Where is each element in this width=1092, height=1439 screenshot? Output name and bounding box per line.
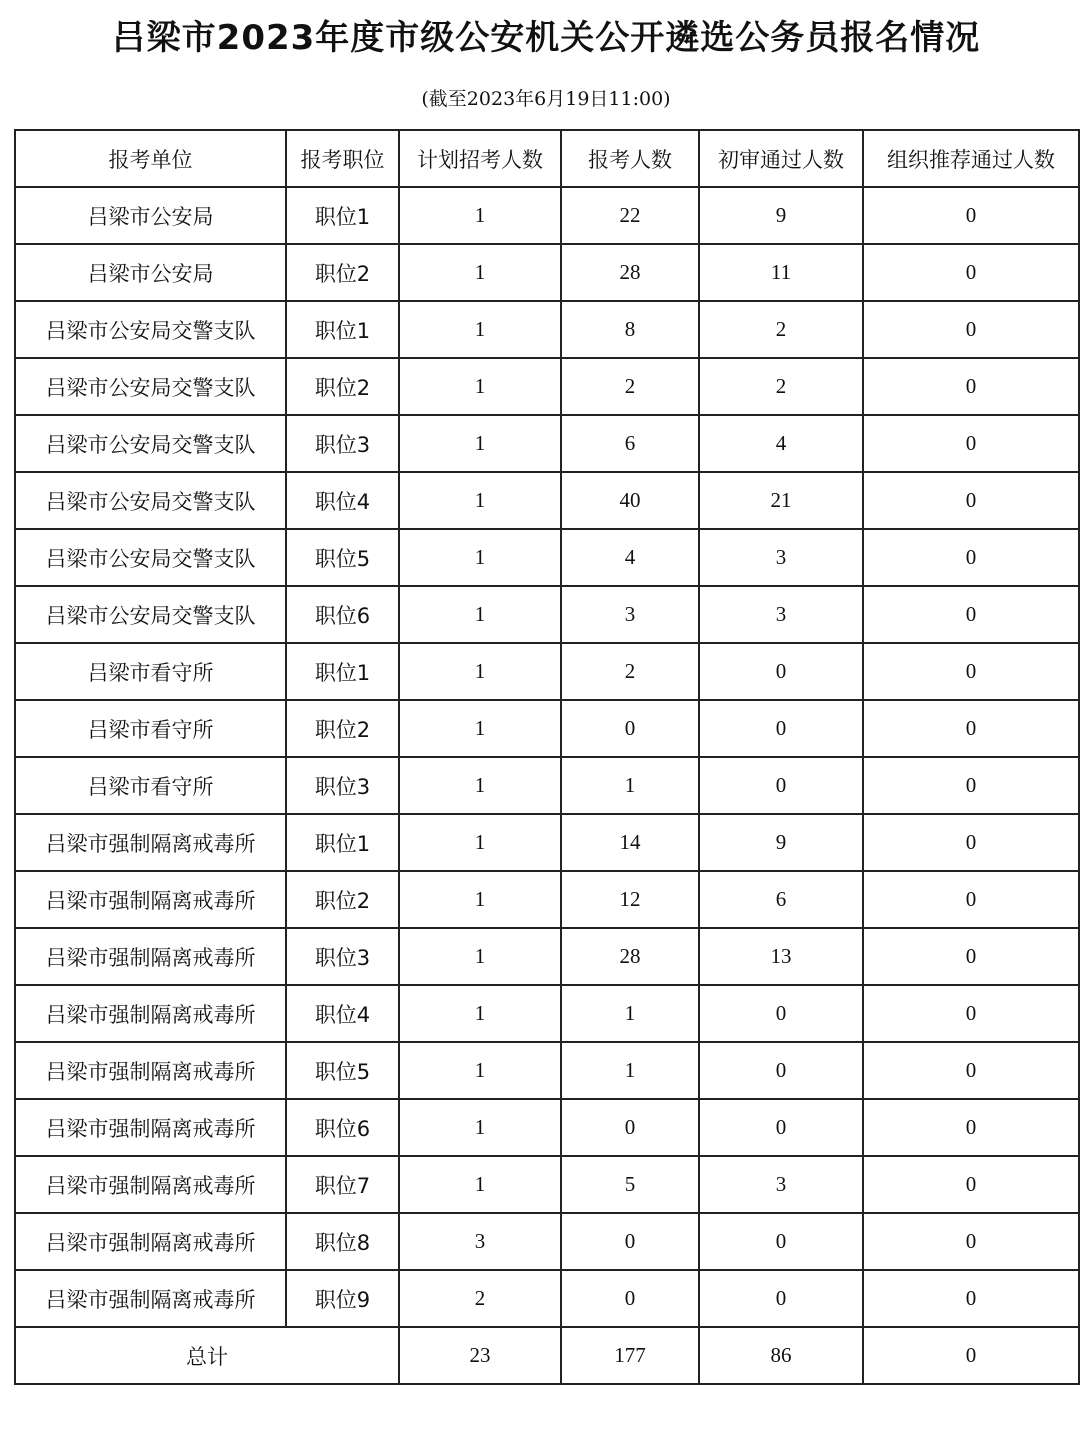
cell-passed-review: 0 [699, 1270, 863, 1327]
cell-applicants: 6 [561, 415, 699, 472]
cell-planned: 1 [399, 415, 561, 472]
table-row [15, 757, 1079, 814]
cell-passed-review: 3 [699, 529, 863, 586]
cell-applicants: 4 [561, 529, 699, 586]
table-row [15, 187, 1079, 244]
cell-position: 职位8 [286, 1213, 399, 1270]
cell-passed-review: 0 [699, 757, 863, 814]
cell-planned: 3 [399, 1213, 561, 1270]
cell-applicants: 28 [561, 244, 699, 301]
cell-passed-review: 0 [699, 985, 863, 1042]
cell-applicants: 3 [561, 586, 699, 643]
table-row [15, 1156, 1079, 1213]
cell-passed-review: 6 [699, 871, 863, 928]
cell-applicants: 1 [561, 1042, 699, 1099]
cell-unit: 吕梁市强制隔离戒毒所 [15, 871, 286, 928]
table-row [15, 529, 1079, 586]
table-row [15, 472, 1079, 529]
cell-position: 职位9 [286, 1270, 399, 1327]
cell-unit: 吕梁市强制隔离戒毒所 [15, 985, 286, 1042]
cell-recommended: 0 [863, 301, 1079, 358]
cell-unit: 吕梁市公安局交警支队 [15, 301, 286, 358]
table-row [15, 1099, 1079, 1156]
cell-recommended: 0 [863, 187, 1079, 244]
table-row [15, 1270, 1079, 1327]
cell-unit: 吕梁市看守所 [15, 643, 286, 700]
cell-passed-review: 4 [699, 415, 863, 472]
table-row [15, 928, 1079, 985]
cell-planned: 1 [399, 187, 561, 244]
cell-planned: 1 [399, 1156, 561, 1213]
cell-recommended: 0 [863, 757, 1079, 814]
cell-position: 职位5 [286, 1042, 399, 1099]
cell-recommended: 0 [863, 244, 1079, 301]
cell-recommended: 0 [863, 1213, 1079, 1270]
cell-recommended: 0 [863, 415, 1079, 472]
cell-unit: 吕梁市强制隔离戒毒所 [15, 928, 286, 985]
cell-position: 职位2 [286, 871, 399, 928]
cell-applicants: 0 [561, 1270, 699, 1327]
cell-recommended: 0 [863, 586, 1079, 643]
cell-passed-review: 0 [699, 1099, 863, 1156]
cell-applicants: 14 [561, 814, 699, 871]
cell-planned: 1 [399, 928, 561, 985]
cell-recommended: 0 [863, 643, 1079, 700]
table-body [15, 187, 1079, 1327]
cell-planned: 1 [399, 871, 561, 928]
cell-planned: 1 [399, 985, 561, 1042]
header-applicants: 报考人数 [561, 130, 699, 187]
cell-unit: 吕梁市公安局 [15, 187, 286, 244]
table-row [15, 871, 1079, 928]
cell-recommended: 0 [863, 529, 1079, 586]
cell-position: 职位6 [286, 1099, 399, 1156]
cell-position: 职位1 [286, 643, 399, 700]
cell-passed-review: 9 [699, 814, 863, 871]
cell-planned: 1 [399, 244, 561, 301]
cell-unit: 吕梁市强制隔离戒毒所 [15, 814, 286, 871]
table-row [15, 1213, 1079, 1270]
cell-unit: 吕梁市公安局交警支队 [15, 529, 286, 586]
table-row [15, 985, 1079, 1042]
cutoff-time-note: (截至2023年6月19日11:00) [421, 88, 671, 110]
cell-passed-review: 21 [699, 472, 863, 529]
cell-recommended: 0 [863, 871, 1079, 928]
cell-recommended: 0 [863, 928, 1079, 985]
table-row [15, 643, 1079, 700]
total-passed-review: 86 [699, 1327, 863, 1384]
cell-applicants: 40 [561, 472, 699, 529]
cell-planned: 1 [399, 1099, 561, 1156]
header-planned: 计划招考人数 [399, 130, 561, 187]
cell-position: 职位6 [286, 586, 399, 643]
table-row [15, 244, 1079, 301]
total-row [15, 1327, 1079, 1384]
table-row [15, 1042, 1079, 1099]
cell-passed-review: 3 [699, 1156, 863, 1213]
total-recommended: 0 [863, 1327, 1079, 1384]
table-row [15, 415, 1079, 472]
cell-applicants: 8 [561, 301, 699, 358]
cell-unit: 吕梁市强制隔离戒毒所 [15, 1042, 286, 1099]
table-row [15, 700, 1079, 757]
cell-position: 职位2 [286, 700, 399, 757]
cell-position: 职位2 [286, 358, 399, 415]
cell-recommended: 0 [863, 358, 1079, 415]
cell-passed-review: 11 [699, 244, 863, 301]
cell-unit: 吕梁市公安局交警支队 [15, 415, 286, 472]
cell-applicants: 0 [561, 1213, 699, 1270]
cell-planned: 1 [399, 757, 561, 814]
cell-applicants: 0 [561, 700, 699, 757]
cell-planned: 1 [399, 814, 561, 871]
cell-position: 职位3 [286, 757, 399, 814]
cell-recommended: 0 [863, 1099, 1079, 1156]
cell-position: 职位3 [286, 415, 399, 472]
cell-planned: 1 [399, 301, 561, 358]
cell-unit: 吕梁市公安局 [15, 244, 286, 301]
cell-recommended: 0 [863, 814, 1079, 871]
cell-position: 职位1 [286, 187, 399, 244]
cell-planned: 1 [399, 529, 561, 586]
cell-recommended: 0 [863, 1042, 1079, 1099]
registration-table [14, 129, 1080, 1385]
cell-applicants: 2 [561, 358, 699, 415]
cell-passed-review: 0 [699, 643, 863, 700]
cell-passed-review: 2 [699, 301, 863, 358]
cell-passed-review: 0 [699, 1042, 863, 1099]
cell-unit: 吕梁市强制隔离戒毒所 [15, 1156, 286, 1213]
cell-unit: 吕梁市强制隔离戒毒所 [15, 1270, 286, 1327]
cell-planned: 1 [399, 700, 561, 757]
table-row [15, 301, 1079, 358]
table-header-row [15, 130, 1079, 187]
cell-applicants: 0 [561, 1099, 699, 1156]
cell-applicants: 1 [561, 757, 699, 814]
cell-position: 职位7 [286, 1156, 399, 1213]
cell-recommended: 0 [863, 700, 1079, 757]
cell-position: 职位1 [286, 814, 399, 871]
cell-unit: 吕梁市强制隔离戒毒所 [15, 1213, 286, 1270]
cell-applicants: 28 [561, 928, 699, 985]
cell-position: 职位4 [286, 985, 399, 1042]
cell-planned: 1 [399, 358, 561, 415]
total-applicants: 177 [561, 1327, 699, 1384]
cell-applicants: 5 [561, 1156, 699, 1213]
cell-planned: 1 [399, 1042, 561, 1099]
cell-planned: 1 [399, 643, 561, 700]
cell-passed-review: 0 [699, 1213, 863, 1270]
cell-recommended: 0 [863, 1270, 1079, 1327]
cell-applicants: 22 [561, 187, 699, 244]
cell-unit: 吕梁市公安局交警支队 [15, 472, 286, 529]
cell-planned: 2 [399, 1270, 561, 1327]
cell-position: 职位5 [286, 529, 399, 586]
cell-applicants: 2 [561, 643, 699, 700]
cell-unit: 吕梁市看守所 [15, 757, 286, 814]
cell-passed-review: 2 [699, 358, 863, 415]
header-position: 报考职位 [286, 130, 399, 187]
cell-unit: 吕梁市公安局交警支队 [15, 358, 286, 415]
cell-passed-review: 0 [699, 700, 863, 757]
cell-recommended: 0 [863, 472, 1079, 529]
cell-recommended: 0 [863, 1156, 1079, 1213]
cell-position: 职位1 [286, 301, 399, 358]
cell-passed-review: 9 [699, 187, 863, 244]
header-unit: 报考单位 [15, 130, 286, 187]
cell-unit: 吕梁市看守所 [15, 700, 286, 757]
table-row [15, 586, 1079, 643]
total-label: 总计 [15, 1327, 399, 1384]
table-row [15, 358, 1079, 415]
cell-position: 职位3 [286, 928, 399, 985]
cell-applicants: 1 [561, 985, 699, 1042]
cell-planned: 1 [399, 586, 561, 643]
cell-planned: 1 [399, 472, 561, 529]
header-passed-review: 初审通过人数 [699, 130, 863, 187]
page-title: 吕梁市2023年度市级公安机关公开遴选公务员报名情况 [111, 18, 981, 58]
total-planned: 23 [399, 1327, 561, 1384]
cell-recommended: 0 [863, 985, 1079, 1042]
table-row [15, 814, 1079, 871]
cell-position: 职位2 [286, 244, 399, 301]
header-recommended: 组织推荐通过人数 [863, 130, 1079, 187]
cell-unit: 吕梁市强制隔离戒毒所 [15, 1099, 286, 1156]
cell-unit: 吕梁市公安局交警支队 [15, 586, 286, 643]
cell-passed-review: 3 [699, 586, 863, 643]
cell-position: 职位4 [286, 472, 399, 529]
cell-passed-review: 13 [699, 928, 863, 985]
cell-applicants: 12 [561, 871, 699, 928]
